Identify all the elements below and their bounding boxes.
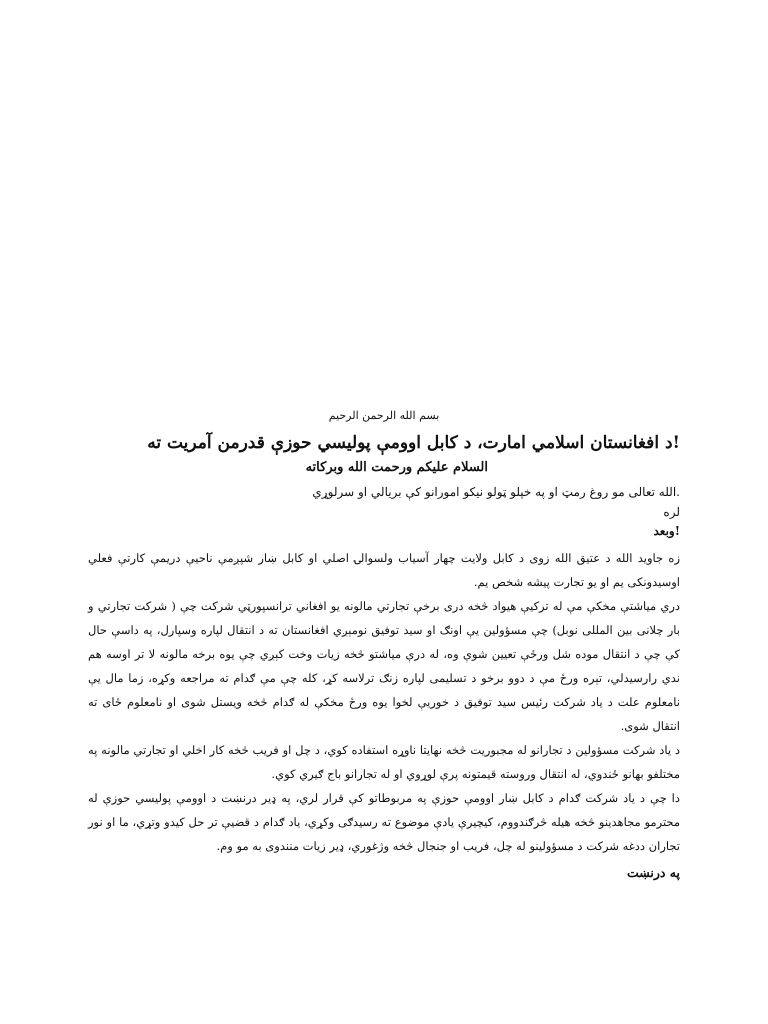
greeting-line: السلام علیکم ورحمت الله وبرکاته (305, 460, 488, 475)
paragraph-intro: زه جاوید الله د عتیق الله زوی د کابل ولایت چهار آسیاب ولسوالۍ اصلي او کابل ښار شپږمې ناحیې دریمې کارتې فعلي اوسیدونکی یم او یو تجارت پیشه شخص یم. (88, 551, 680, 589)
paragraph-request: دا چې د یاد شرکت ګدام د کابل ښار اوومې حوزې په مربوطاتو کې قرار لري، په ډیر درنښت د اوومې پولیسي حوزې له محترمو مجاهدینو څخه هیله څرګندووم، کیچیرې یادې موضوع ته رسیدګی وکړي، یاد ګدام د قضیې تر حل کیدو وتړي، ما او نور تجاران ددغه شرکت د مسؤولینو له چل، فریب او جنجال څخه وژغوري، ډیر زیات منندوی به مو وم. (88, 791, 680, 853)
paragraph-misconduct: د یاد شرکت مسؤولین د تجارانو له مجبوریت څخه نهایتا ناوړه استفاده کوي، د چل او فریب څخه کار اخلي او تجارتي مالونه په مختلفو بهانو ځندوي، له انتقال وروسته قیمتونه پرې لوړوي او له تجارانو باج ګیري کوي. (88, 743, 680, 781)
letter-body (88, 408, 680, 884)
wish-line: .الله تعالی مو روغ رمټ او په خپلو ټولو نیکو امورانو کې بریالي او سرلوړي لره (312, 485, 680, 519)
wabad-line: !وبعد (653, 524, 680, 538)
bismillah-line: بسم الله الرحمن الرحيم (328, 409, 440, 422)
paragraph-shipment: دري میاشتې مخکې مې له ترکیې هیواد څخه دری برخې تجارتي مالونه یو افغاني ترانسپورټي شرکت چې ( شرکت تجارتي و بار چلانی بین المللی نوبل) چې مسؤولین یې اونګ او سید توفیق نومېږي افغانستان ته د انتقال لپاره وسپارل، په داسې حال کې چې د انتقال موده شل ورځې تعیین شوې وه، له درې میاشتو څخه زیات وخت کېږي چې یوه برخه مالونه لا تر اوسه هم ندي رارسیدلي، تېره ورځ مې د دوو برخو د تسلیمی لپاره زنګ ترلاسه کړ، کله چې مې ګدام ته مراجعه وکړه، زما مال یې نامعلوم علت د یاد شرکت رئیس سید توفیق د خوریې لخوا یوه ورځ مخکې له ګدام څخه ویستل شوی او نامعلوم ځای ته انتقال شوی. (88, 599, 680, 733)
closing-line: په درنښت (626, 865, 680, 880)
letter-title: !د افغانستان اسلامي امارت، د کابل اوومې پولیسي حوزې قدرمن آمریت ته (147, 433, 680, 453)
